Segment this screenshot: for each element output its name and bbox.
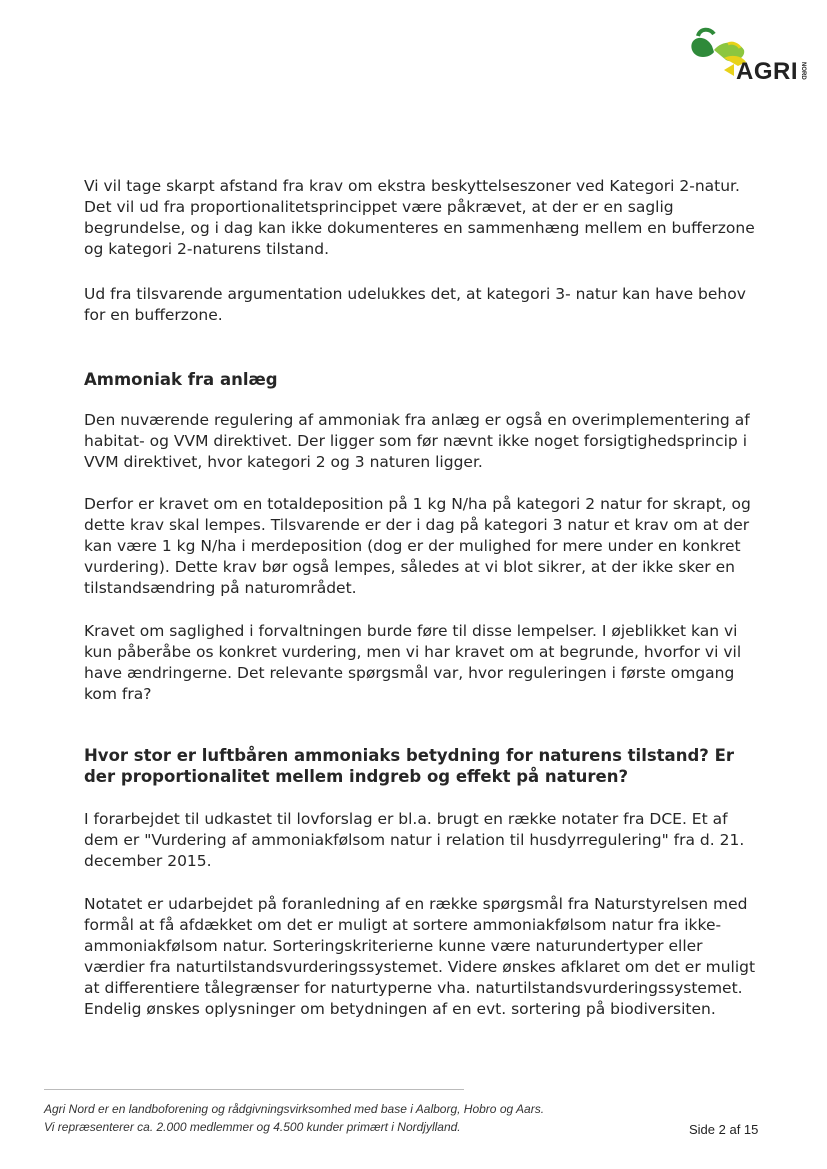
page-number: Side 2 af 15	[689, 1122, 759, 1137]
letter-body	[84, 176, 756, 1020]
heading-ammoniak-fra-anlaeg: Ammoniak fra anlæg	[84, 370, 278, 389]
logo-subtext: NORD	[800, 62, 806, 80]
footer	[44, 1100, 644, 1136]
paragraph-notatet: Notatet er udarbejdet på foranledning af en række spørgsmål fra Naturstyrelsen med formål at få afdækket om det er muligt at sortere ammoniakfølsom natur fra ikke-ammoniakfølsom natur. Sorteringskriterierne kunne være naturundertyper eller værdier fra naturtilstandsvurderingssystemet. Videre ønskes afklaret om det er muligt at differentiere tålegrænser for naturtyperne vha. naturtilstandsvurderingssystemet. Endelig ønskes oplysninger om betydningen af en evt. sortering på biodiversiten.	[84, 895, 756, 1018]
paragraph-saglighed: Kravet om saglighed i forvaltningen burde føre til disse lempelser. I øjeblikket kan vi kun påberåbe os konkret vurdering, men vi har kravet om at begrunde, hvorfor vi vil have ændringerne. Det relevante spørgsmål var, hvor reguleringen i første omgang kom fra?	[84, 622, 742, 703]
paragraph-totaldeposition: Derfor er kravet om en totaldeposition på 1 kg N/ha på kategori 2 natur for skrapt, og dette krav skal lempes. Tilsvarende er der i dag på kategori 3 natur et krav om at der kan være 1 kg N/ha i merdeposition (dog er der mulighed for mere under en konkret vurdering). Dette krav bør også lempes, således at vi blot sikrer, at der ikke sker en tilstandsændring på naturområdet.	[84, 495, 751, 597]
heading-luftbaaren-ammoniak: Hvor stor er luftbåren ammoniaks betydning for naturens tilstand? Er der proportionalitet mellem indgreb og effekt på naturen?	[84, 746, 734, 786]
paragraph-forarbejdet: I forarbejdet til udkastet til lovforslag er bl.a. brugt en række notater fra DCE. Et af dem er "Vurdering af ammoniakfølsom natur i relation til husdyrregulering" fra d. 21. december 2015.	[84, 810, 745, 870]
footer-line-2: Vi repræsenterer ca. 2.000 medlemmer og 4.500 kunder primært i Nordjylland.	[44, 1120, 461, 1134]
paragraph-bufferzone: Vi vil tage skarpt afstand fra krav om ekstra beskyttelseszoner ved Kategori 2-natur. Det vil ud fra proportionalitetsprincippet være påkrævet, at der er en saglig begrundelse, og i dag kan ikke dokumenteres en sammenhæng mellem en bufferzone og kategori 2-naturens tilstand.	[84, 177, 755, 258]
logo-text: AGRI	[736, 58, 798, 85]
paragraph-regulering: Den nuværende regulering af ammoniak fra anlæg er også en overimplementering af habitat- og VVM direktivet. Der ligger som før nævnt ikke noget forsigtighedsprincip i VVM direktivet, hvor kategori 2 og 3 naturen ligger.	[84, 411, 750, 471]
footer-line-1: Agri Nord er en landboforening og rådgivningsvirksomhed med base i Aalborg, Hobro og Aars.	[44, 1102, 545, 1116]
footer-divider	[44, 1089, 464, 1090]
paragraph-kategori-3: Ud fra tilsvarende argumentation udelukkes det, at kategori 3- natur kan have behov for en bufferzone.	[84, 285, 746, 324]
